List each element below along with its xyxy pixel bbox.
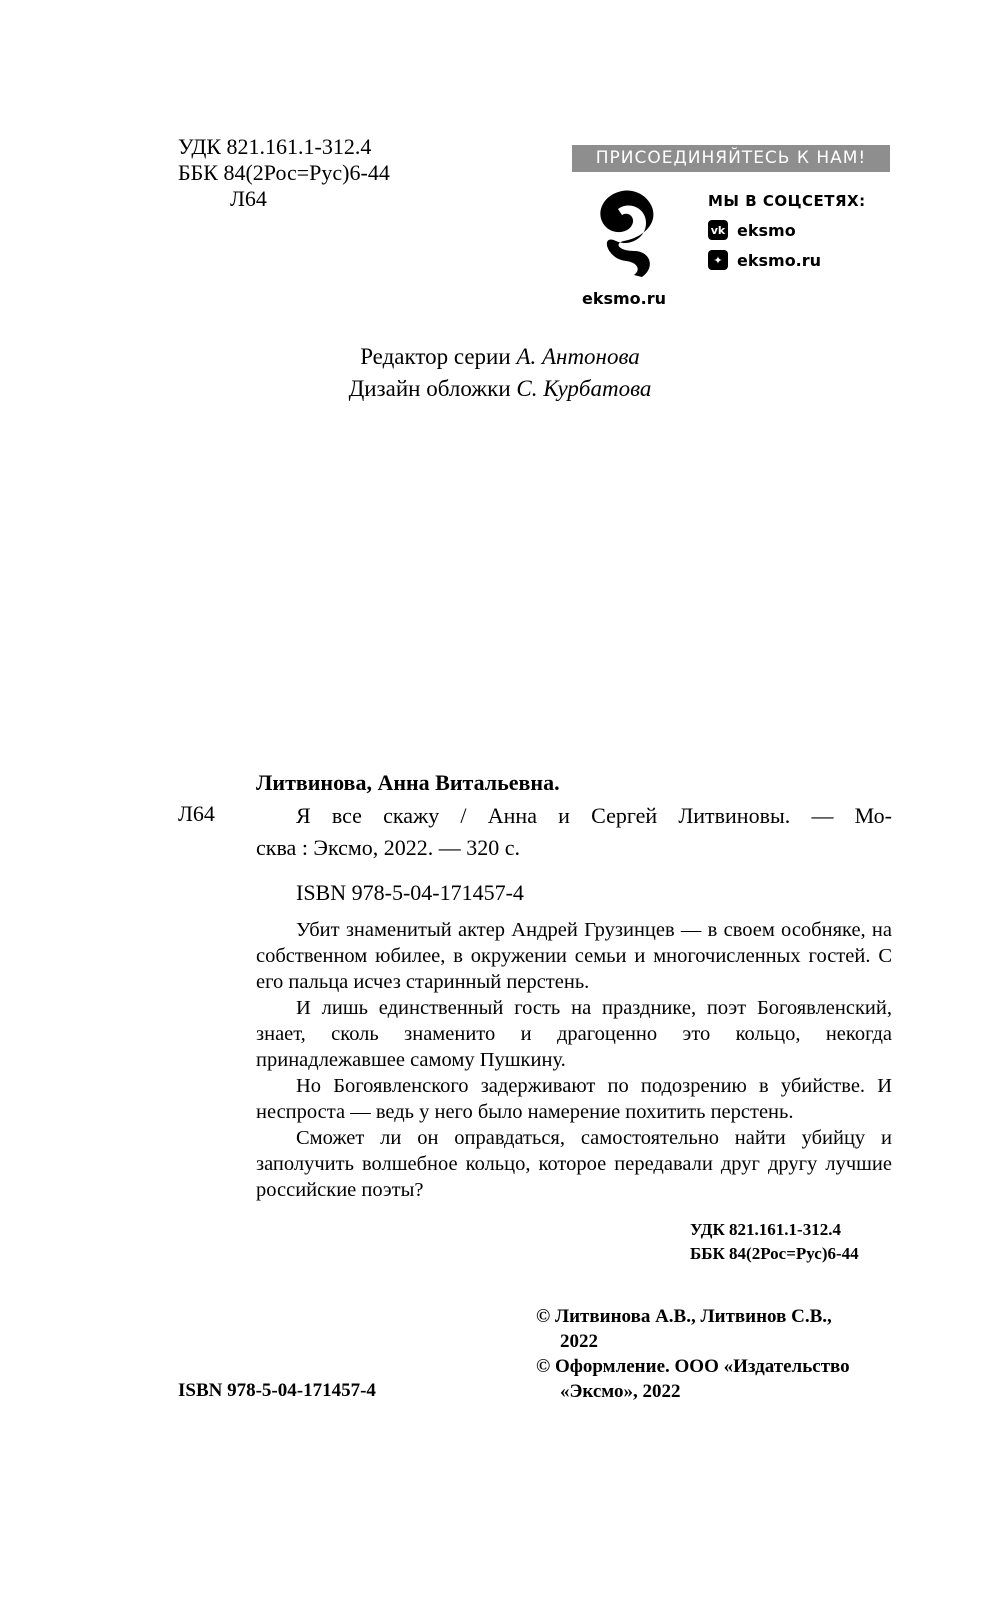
logo-caption: eksmo.ru <box>581 289 667 308</box>
card-title-line: Я все скажу / Анна и Сергей Литвиновы. — Мо- <box>296 803 892 828</box>
copyright-design-year: «Эксмо», 2022 <box>560 1381 681 1402</box>
copyright-authors-year: 2022 <box>560 1331 598 1352</box>
card-title <box>256 800 892 864</box>
card-isbn: ISBN 978-5-04-171457-4 <box>296 880 524 905</box>
card-bbk: ББК 84(2Рос=Рус)6-44 <box>690 1244 859 1263</box>
annotation <box>256 917 892 1203</box>
editor-credit <box>0 341 1000 373</box>
bottom-isbn: ISBN 978-5-04-171457-4 <box>178 1380 376 1401</box>
social-label: eksmo <box>737 220 796 240</box>
annotation-paragraph: Убит знаменитый актер Андрей Грузинцев — в своем особняке, на собственном юбилее, в окружении семьи и многочисленных гостей. С его пальца исчез старинный перстень. <box>256 919 892 993</box>
bbk-code: ББК 84(2Рос=Рус)6-44 <box>178 160 390 185</box>
social-link-vk[interactable] <box>708 220 796 240</box>
vk-icon: vk <box>708 220 728 240</box>
card-author-mark: Л64 <box>178 801 215 826</box>
credits <box>0 341 1000 405</box>
card-classification <box>690 1218 859 1266</box>
card-author: Литвинова, Анна Витальевна. <box>256 770 560 795</box>
copyright-authors: © Литвинова А.В., Литвинов С.В., <box>536 1306 832 1327</box>
social-link-site[interactable] <box>708 250 821 270</box>
copyright-design: © Оформление. ООО «Издательство <box>536 1356 850 1377</box>
social-title: МЫ В СОЦСЕТЯХ: <box>708 192 866 210</box>
editor-role: Редактор серии <box>360 344 511 369</box>
annotation-paragraph: Сможет ли он оправдаться, самостоятельно найти убийцу и заполучить волшебное кольцо, которое передавали друг другу лучшие российские поэты? <box>256 1127 892 1201</box>
join-us-banner: ПРИСОЕДИНЯЙТЕСЬ К НАМ! <box>572 145 890 172</box>
copyright <box>536 1304 850 1404</box>
social-label: eksmo.ru <box>737 250 822 270</box>
designer-role: Дизайн обложки <box>348 376 511 401</box>
card-udk: УДК 821.161.1-312.4 <box>690 1220 841 1239</box>
eksmo-logo-icon <box>592 187 658 279</box>
author-mark: Л64 <box>230 186 267 211</box>
designer-credit <box>0 373 1000 405</box>
annotation-paragraph: И лишь единственный гость на празднике, поэт Богоявленский, знает, сколь знаменито и драгоценно это кольцо, некогда принадлежавшее самому Пушкину. <box>256 997 892 1071</box>
designer-name: С. Курбатова <box>516 376 652 401</box>
annotation-paragraph: Но Богоявленского задерживают по подозрению в убийстве. И неспроста — ведь у него было намерение похитить перстень. <box>256 1075 892 1123</box>
card-title-line: сква : Эксмо, 2022. — 320 с. <box>256 835 521 860</box>
plus-icon: ✦ <box>708 250 728 270</box>
udk-code: УДК 821.161.1-312.4 <box>178 134 372 159</box>
editor-name: А. Антонова <box>516 344 640 369</box>
classification-codes <box>178 134 390 212</box>
